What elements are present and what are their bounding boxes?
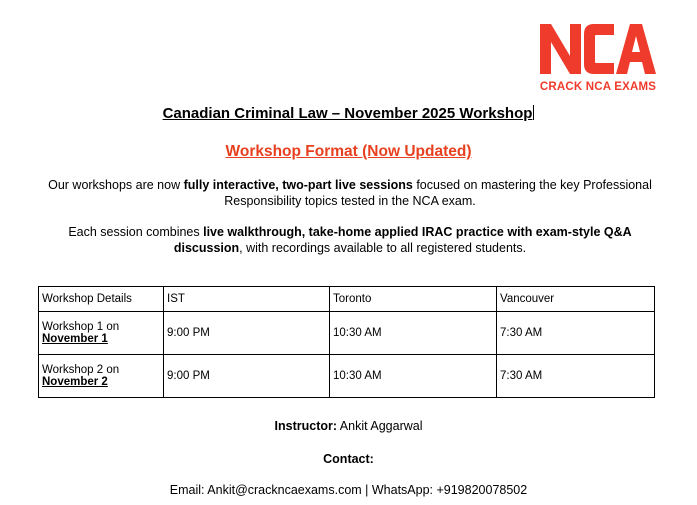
session-paragraph: Each session combines live walkthrough, take-home applied IRAC practice with exam-style Q&A discussion, with recordings available to all registered students. xyxy=(68,225,632,255)
header-cell: Vancouver xyxy=(497,287,655,312)
ist-time-cell: 9:00 PM xyxy=(164,312,330,355)
vancouver-time-cell: 7:30 AM xyxy=(497,312,655,355)
intro-paragraph: Our workshops are now fully interactive, two-part live sessions focused on mastering the key Professional Responsibility topics tested in the NCA exam. xyxy=(48,178,652,208)
table-row xyxy=(39,355,655,398)
contact-details: Email: Ankit@crackncaexams.com | WhatsApp: +919820078502 xyxy=(169,483,528,497)
contact-heading: Contact: xyxy=(323,452,374,466)
workshop-cell: Workshop 1 on November 1 xyxy=(39,312,164,355)
toronto-time-cell: 10:30 AM xyxy=(330,355,497,398)
header-cell: Workshop Details xyxy=(39,287,164,312)
vancouver-time-cell: 7:30 AM xyxy=(497,355,655,398)
logo-text: CRACK NCA EXAMS xyxy=(539,81,657,93)
table-header-row xyxy=(39,287,655,312)
page-title: Canadian Criminal Law – November 2025 Workshop xyxy=(162,105,533,122)
instructor-line: Instructor: Ankit Aggarwal xyxy=(274,419,423,433)
brand-logo xyxy=(536,18,660,98)
text-cursor xyxy=(533,105,534,120)
schedule-table xyxy=(38,286,655,398)
toronto-time-cell: 10:30 AM xyxy=(330,312,497,355)
workshop-cell: Workshop 2 on November 2 xyxy=(39,355,164,398)
nca-logo-icon xyxy=(536,18,660,80)
table-row xyxy=(39,312,655,355)
header-cell: IST xyxy=(164,287,330,312)
ist-time-cell: 9:00 PM xyxy=(164,355,330,398)
section-heading: Workshop Format (Now Updated) xyxy=(225,143,472,160)
header-cell: Toronto xyxy=(330,287,497,312)
